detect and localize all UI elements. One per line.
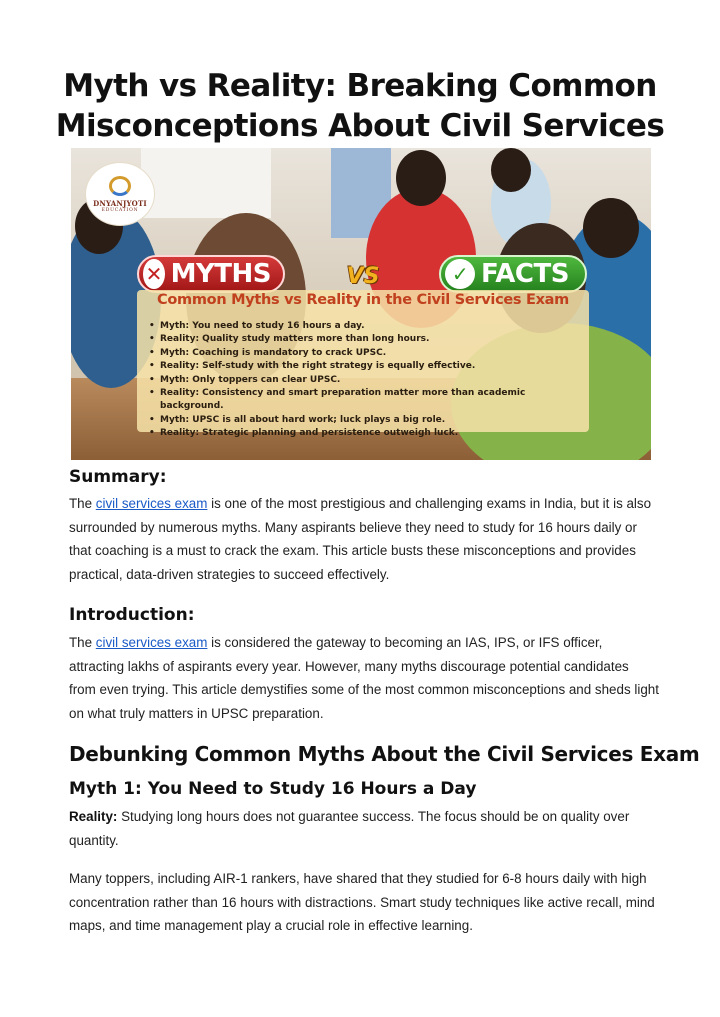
facts-badge	[439, 255, 587, 293]
list-item: • Myth: UPSC is all about hard work; luck plays a big role.	[147, 414, 587, 427]
myth-1-paragraph: Many toppers, including AIR-1 rankers, have shared that they studied for 6-8 hours daily with high concentration rather than 16 hours with distractions. Smart study techniques like active recall, mind maps, and time management play a crucial role in effective learning.	[69, 871, 655, 934]
article-title: Myth vs Reality: Breaking Common Misconceptions About Civil Services	[55, 68, 665, 144]
civil-services-exam-link[interactable]: civil services exam	[95, 635, 208, 650]
list-item: • Reality: Strategic planning and persistence outweigh luck.	[147, 427, 587, 440]
check-icon: ✓	[445, 259, 475, 289]
introduction-heading: Introduction:	[69, 605, 195, 625]
civil-services-exam-link[interactable]: civil services exam	[95, 496, 208, 511]
hero-image	[71, 148, 651, 460]
myths-list	[147, 320, 587, 441]
panel-title: Common Myths vs Reality in the Civil Services Exam	[157, 292, 569, 308]
list-item: • Myth: Only toppers can clear UPSC.	[147, 374, 587, 387]
logo-name: DNYANJYOTI	[93, 198, 147, 208]
brand-logo	[85, 162, 155, 226]
introduction-lead: The	[69, 635, 96, 650]
introduction-text: is considered the gateway to becoming an IAS, IPS, or IFS officer, attracting lakhs of aspirants every year. However, many myths discourage potential candidates from even trying. This article demystifies some of the most common misconceptions and sheds light on what truly matters in UPSC preparation.	[69, 635, 659, 721]
list-item: • Myth: You need to study 16 hours a day.	[147, 320, 587, 333]
section-heading: Debunking Common Myths About the Civil Services Exam	[69, 742, 700, 766]
vs-label: VS	[346, 263, 380, 289]
summary-text: is one of the most prestigious and challenging exams in India, but it is also surrounded by numerous myths. Many aspirants believe they need to study for 16 hours daily or that coaching is a must to crack the exam. This article busts these misconceptions and provides practical, data-driven strategies to succeed effectively.	[69, 496, 652, 582]
cross-icon: ✕	[143, 259, 165, 289]
facts-label: FACTS	[481, 259, 569, 289]
myth-1-heading: Myth 1: You Need to Study 16 Hours a Day	[69, 779, 477, 799]
list-item: • Myth: Coaching is mandatory to crack UPSC.	[147, 347, 587, 360]
myth-1-reality	[69, 805, 659, 852]
myths-badge	[137, 255, 285, 293]
summary-heading: Summary:	[69, 467, 167, 487]
list-item: • Reality: Self-study with the right strategy is equally effective.	[147, 360, 587, 373]
myths-label: MYTHS	[170, 259, 271, 289]
introduction-paragraph	[69, 631, 659, 725]
summary-paragraph	[69, 492, 659, 586]
reality-label: Reality:	[69, 809, 118, 824]
lotus-icon	[109, 176, 131, 196]
summary-lead: The	[69, 496, 96, 511]
reality-text: Studying long hours does not guarantee success. The focus should be on quality over quantity.	[69, 809, 630, 848]
list-item: • Reality: Consistency and smart preparation matter more than academic background.	[147, 387, 587, 414]
list-item: • Reality: Quality study matters more than long hours.	[147, 333, 587, 346]
logo-subtitle: EDUCATION	[101, 207, 139, 213]
